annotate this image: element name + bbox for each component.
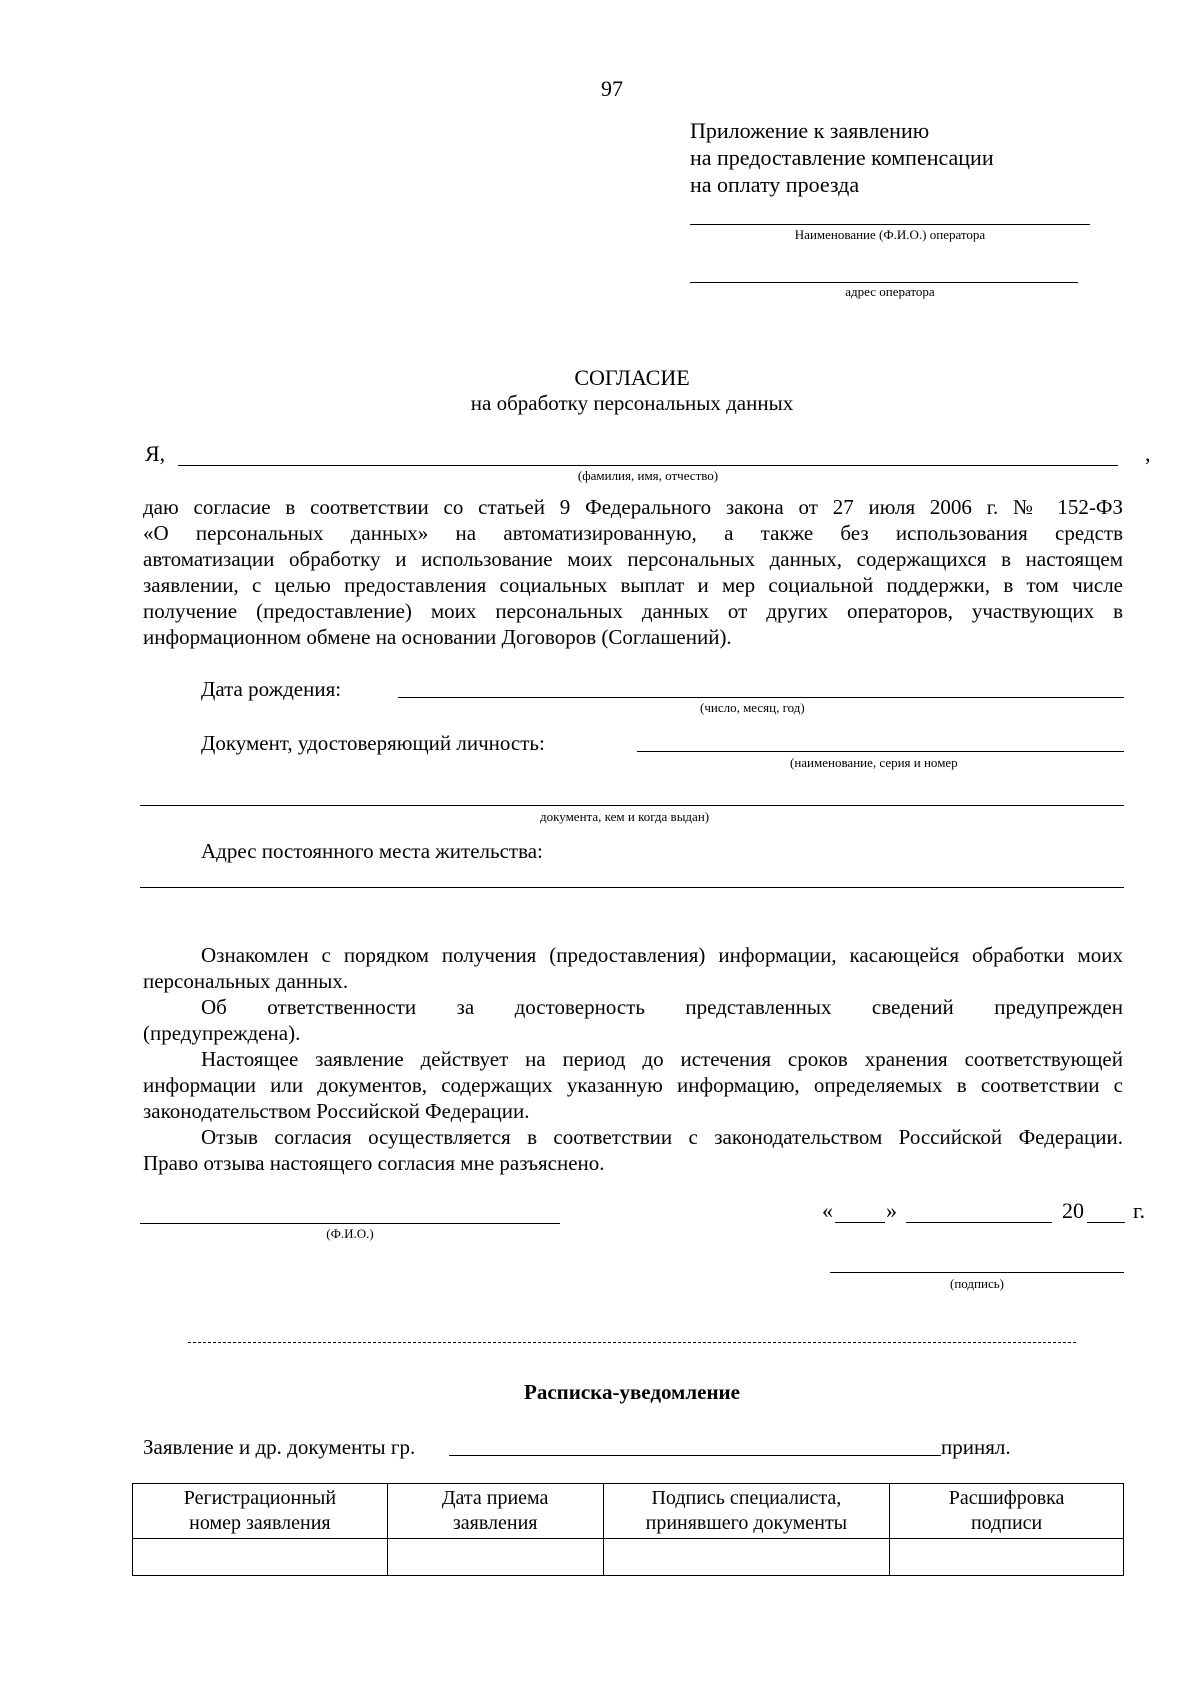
signature-line[interactable]: [830, 1272, 1124, 1273]
date-year-suffix: г.: [1133, 1198, 1146, 1223]
cell-acceptance-date[interactable]: [387, 1539, 603, 1576]
ack-line: Ознакомлен с порядком получения (предоставления) информации, касающейся обработки моих: [201, 943, 1123, 967]
address-label: Адрес постоянного места жительства:: [201, 839, 543, 863]
declarant-name-line[interactable]: [178, 465, 1118, 466]
receipt-name-line[interactable]: [449, 1455, 941, 1456]
birth-date-label: Дата рождения:: [201, 677, 342, 701]
document-title: СОГЛАСИЕ: [574, 365, 690, 390]
id-document-line-2[interactable]: [140, 805, 1124, 806]
appendix-line: Приложение к заявлению: [690, 118, 930, 143]
cell-registration-number[interactable]: [133, 1539, 388, 1576]
birth-date-line[interactable]: [398, 697, 1124, 698]
date-day-line[interactable]: [835, 1222, 885, 1223]
consent-line: «О персональных данных» на автоматизированную, а также без использования средств: [143, 521, 1123, 545]
consent-line: получение (предоставление) моих персональных данных от других операторов, участвующих в: [143, 599, 1123, 623]
operator-address-caption: адрес оператора: [845, 284, 935, 299]
header-specialist-signature: Подпись специалиста, принявшего документы: [603, 1484, 890, 1539]
birth-date-caption: (число, месяц, год): [700, 700, 805, 715]
acknowledgements: [143, 942, 1123, 1176]
receipt-text-suffix: принял.: [941, 1435, 1011, 1459]
header-acceptance-date: Дата приема заявления: [387, 1484, 603, 1539]
date-month-line[interactable]: [906, 1222, 1052, 1223]
fio-caption: (Ф.И.О.): [326, 1226, 374, 1241]
header-registration-number: Регистрационный номер заявления: [133, 1484, 388, 1539]
document-subtitle: на обработку персональных данных: [470, 391, 794, 415]
operator-name-caption: Наименование (Ф.И.О.) оператора: [794, 227, 986, 242]
cell-specialist-signature[interactable]: [603, 1539, 890, 1576]
cell-signature-transcript[interactable]: [890, 1539, 1124, 1576]
date-year-prefix: 20: [1062, 1198, 1084, 1223]
declarant-prefix: Я,: [145, 441, 166, 466]
id-document-line[interactable]: [637, 751, 1124, 752]
id-document-caption-1: (наименование, серия и номер: [790, 755, 958, 770]
ack-line: законодательством Российской Федерации.: [143, 1099, 530, 1123]
ack-line: Отзыв согласия осуществляется в соответствии с законодательством Российской Федерации.: [201, 1125, 1123, 1149]
consent-line: информационном обмене на основании Договоров (Соглашений).: [143, 625, 732, 649]
date-year-line[interactable]: [1087, 1222, 1125, 1223]
consent-line: заявлении, с целью предоставления социальных выплат и мер социальной поддержки, в том числе: [143, 573, 1123, 597]
registration-table: [132, 1483, 1124, 1576]
ack-line: персональных данных.: [143, 969, 349, 993]
fio-line[interactable]: [140, 1223, 560, 1224]
operator-address-line[interactable]: [690, 282, 1078, 283]
operator-name-line[interactable]: [690, 224, 1090, 225]
declarant-suffix: ,: [1145, 441, 1151, 466]
appendix-line: на оплату проезда: [690, 172, 860, 197]
table-row: [133, 1539, 1124, 1576]
page-number: 97: [601, 76, 623, 101]
appendix-header: [690, 117, 994, 198]
receipt-title: Расписка-уведомление: [524, 1380, 740, 1404]
consent-paragraph: [143, 494, 1123, 650]
date-quote-close: »: [886, 1198, 897, 1223]
ack-line: Об ответственности за достоверность представленных сведений предупрежден: [201, 995, 1123, 1019]
address-line[interactable]: [140, 887, 1124, 888]
signature-caption: (подпись): [950, 1276, 1004, 1291]
ack-line: Настоящее заявление действует на период до истечения сроков хранения соответствующей: [201, 1047, 1123, 1071]
id-document-caption-2: документа, кем и когда выдан): [540, 809, 710, 824]
cut-line: [188, 1342, 1076, 1343]
header-signature-transcript: Расшифровка подписи: [890, 1484, 1124, 1539]
ack-line: Право отзыва настоящего согласия мне разъяснено.: [143, 1151, 605, 1175]
date-quote-open: «: [822, 1198, 833, 1223]
table-header-row: [133, 1484, 1124, 1539]
consent-line: автоматизации обработку и использование моих персональных данных, содержащихся в настоящем: [143, 547, 1123, 571]
receipt-text-prefix: Заявление и др. документы гр.: [143, 1435, 416, 1459]
ack-line: (предупреждена).: [143, 1021, 301, 1045]
consent-line: даю согласие в соответствии со статьей 9 Федерального закона от 27 июля 2006 г. № 152-ФЗ: [143, 495, 1123, 519]
ack-line: информации или документов, содержащих указанную информацию, определяемых в соответствии с: [143, 1073, 1123, 1097]
appendix-line: на предоставление компенсации: [690, 145, 994, 170]
declarant-caption: (фамилия, имя, отчество): [577, 468, 719, 483]
id-document-label: Документ, удостоверяющий личность:: [201, 731, 545, 755]
